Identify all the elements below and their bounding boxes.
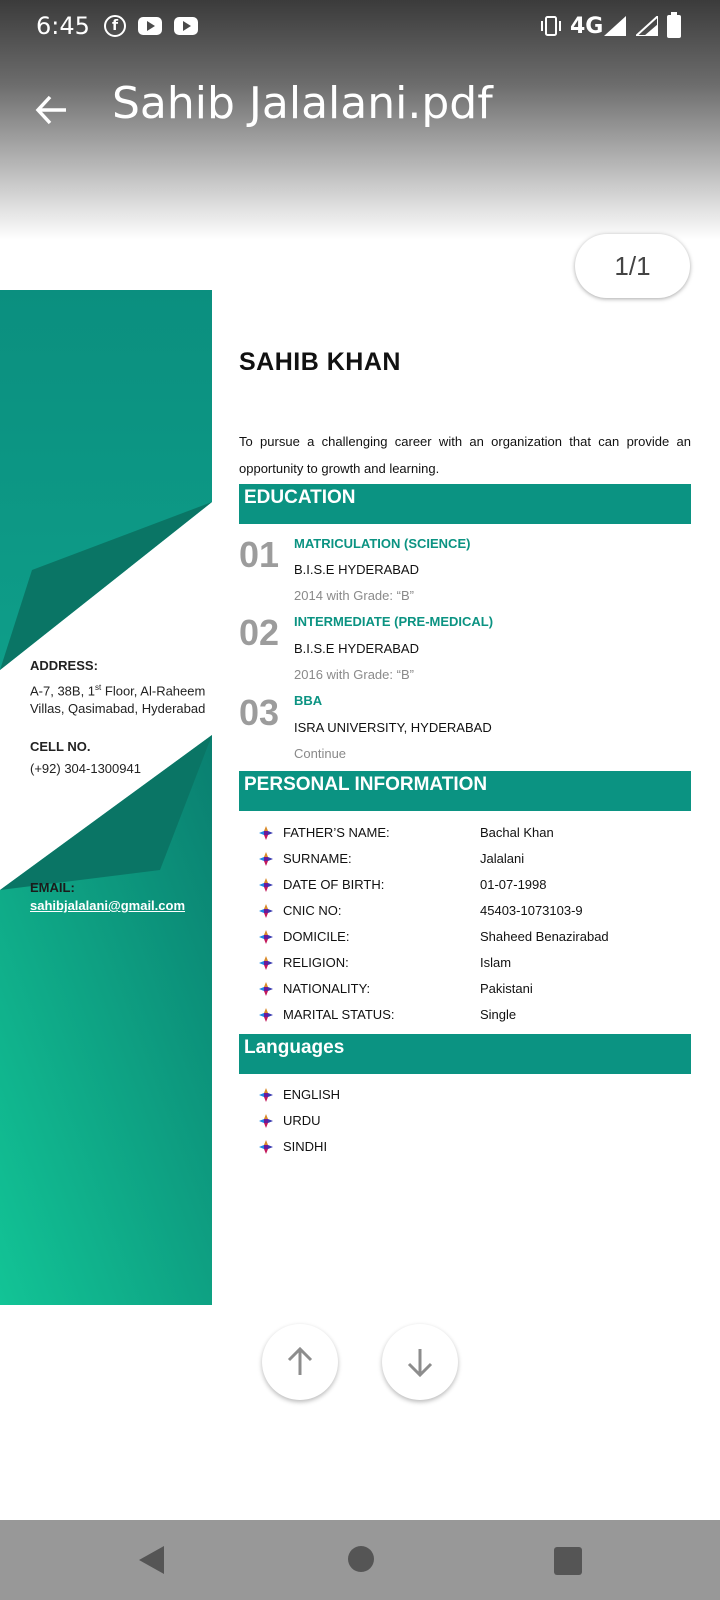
address-label: ADDRESS:	[30, 658, 98, 673]
back-triangle-icon[interactable]	[136, 1544, 168, 1576]
objective-text: To pursue a challenging career with an organization that can provide an opportunity to growth and learning.	[239, 434, 691, 476]
personal-info-label: CNIC NO:	[283, 903, 342, 918]
bullet-icon	[259, 1088, 273, 1102]
sidebar-graphic	[0, 290, 212, 1305]
languages-heading: Languages	[239, 1034, 691, 1074]
education-detail: 2014 with Grade: “B”	[294, 588, 414, 603]
arrow-down-icon	[404, 1346, 436, 1378]
personal-info-label: SURNAME:	[283, 851, 352, 866]
bullet-icon	[259, 852, 273, 866]
system-navigation-bar	[0, 1520, 720, 1600]
personal-info-label: MARITAL STATUS:	[283, 1007, 395, 1022]
education-institution: B.I.S.E HYDERABAD	[294, 641, 419, 656]
education-detail: 2016 with Grade: “B”	[294, 667, 414, 682]
bullet-icon	[259, 1114, 273, 1128]
personal-info-label: DOMICILE:	[283, 929, 350, 944]
language-label: ENGLISH	[283, 1087, 341, 1102]
personal-info-value: Jalalani	[480, 851, 525, 866]
education-title: MATRICULATION (SCIENCE)	[294, 536, 471, 551]
education-heading: EDUCATION	[239, 484, 691, 524]
signal-icon	[604, 16, 626, 36]
bullet-icon	[259, 956, 273, 970]
personal-info-row	[259, 903, 689, 923]
bullet-icon	[259, 1008, 273, 1022]
cell-value: (+92) 304-1300941	[30, 761, 141, 776]
bullet-icon	[259, 930, 273, 944]
top-app-bar	[0, 0, 720, 240]
bullet-icon	[259, 904, 273, 918]
page-indicator: 1/1	[575, 234, 690, 298]
recents-square-icon[interactable]	[553, 1546, 583, 1576]
personal-info-heading: PERSONAL INFORMATION	[239, 771, 691, 811]
resume-sidebar	[0, 290, 212, 1305]
education-title: INTERMEDIATE (PRE-MEDICAL)	[294, 614, 494, 629]
youtube-icon	[174, 17, 198, 35]
cell-label: CELL NO.	[30, 739, 91, 754]
personal-info-value: Shaheed Benazirabad	[480, 929, 609, 944]
language-item	[259, 1087, 689, 1107]
signal-icon	[636, 16, 658, 36]
personal-info-row	[259, 981, 689, 1001]
language-label: URDU	[283, 1113, 321, 1128]
email-link[interactable]: sahibjalalani@gmail.com	[30, 898, 186, 913]
personal-info-row	[259, 955, 689, 975]
personal-info-value: Single	[480, 1007, 517, 1022]
language-item	[259, 1139, 689, 1159]
bullet-icon	[259, 1140, 273, 1154]
personal-info-value: 45403-1073103-9	[480, 903, 583, 918]
personal-info-row	[259, 929, 689, 949]
education-institution: B.I.S.E HYDERABAD	[294, 562, 419, 577]
personal-info-row	[259, 851, 689, 871]
network-type: 4G	[570, 14, 604, 39]
arrow-up-icon	[284, 1346, 316, 1378]
previous-page-button[interactable]	[262, 1324, 338, 1400]
arrow-left-icon[interactable]	[34, 92, 70, 128]
language-label: SINDHI	[283, 1139, 328, 1154]
bullet-icon	[259, 826, 273, 840]
home-circle-icon[interactable]	[346, 1544, 376, 1574]
education-detail: Continue	[294, 746, 347, 761]
personal-info-value: Islam	[480, 955, 512, 970]
youtube-icon	[138, 17, 162, 35]
education-number: 01	[239, 534, 280, 575]
address-line-2: Villas, Qasimabad, Hyderabad	[30, 701, 206, 716]
personal-info-row	[259, 825, 689, 845]
document-title: Sahib Jalalani.pdf	[112, 78, 493, 129]
education-number: 03	[239, 692, 280, 733]
personal-info-label: DATE OF BIRTH:	[283, 877, 385, 892]
education-title: BBA	[294, 693, 323, 708]
personal-info-label: NATIONALITY:	[283, 981, 371, 996]
facebook-icon: f	[104, 15, 126, 37]
personal-info-row	[259, 1007, 689, 1027]
personal-info-value: Bachal Khan	[480, 825, 554, 840]
status-bar	[0, 0, 720, 54]
next-page-button[interactable]	[382, 1324, 458, 1400]
language-item	[259, 1113, 689, 1133]
bullet-icon	[259, 878, 273, 892]
address-line-1: A-7, 38B, 1st Floor, Al-Raheem	[30, 683, 206, 699]
bullet-icon	[259, 982, 273, 996]
personal-info-label: FATHER’S NAME:	[283, 825, 390, 840]
pdf-page	[0, 290, 720, 1305]
personal-info-value: 01-07-1998	[480, 877, 547, 892]
battery-icon	[667, 12, 681, 38]
personal-info-row	[259, 877, 689, 897]
education-number: 02	[239, 612, 280, 653]
personal-info-label: RELIGION:	[283, 955, 349, 970]
personal-info-value: Pakistani	[480, 981, 533, 996]
status-time: 6:45	[36, 12, 90, 40]
education-institution: ISRA UNIVERSITY, HYDERABAD	[294, 720, 492, 735]
email-label: EMAIL:	[30, 880, 75, 895]
vibrate-icon	[540, 15, 562, 37]
resume-name: SAHIB KHAN	[239, 348, 401, 376]
